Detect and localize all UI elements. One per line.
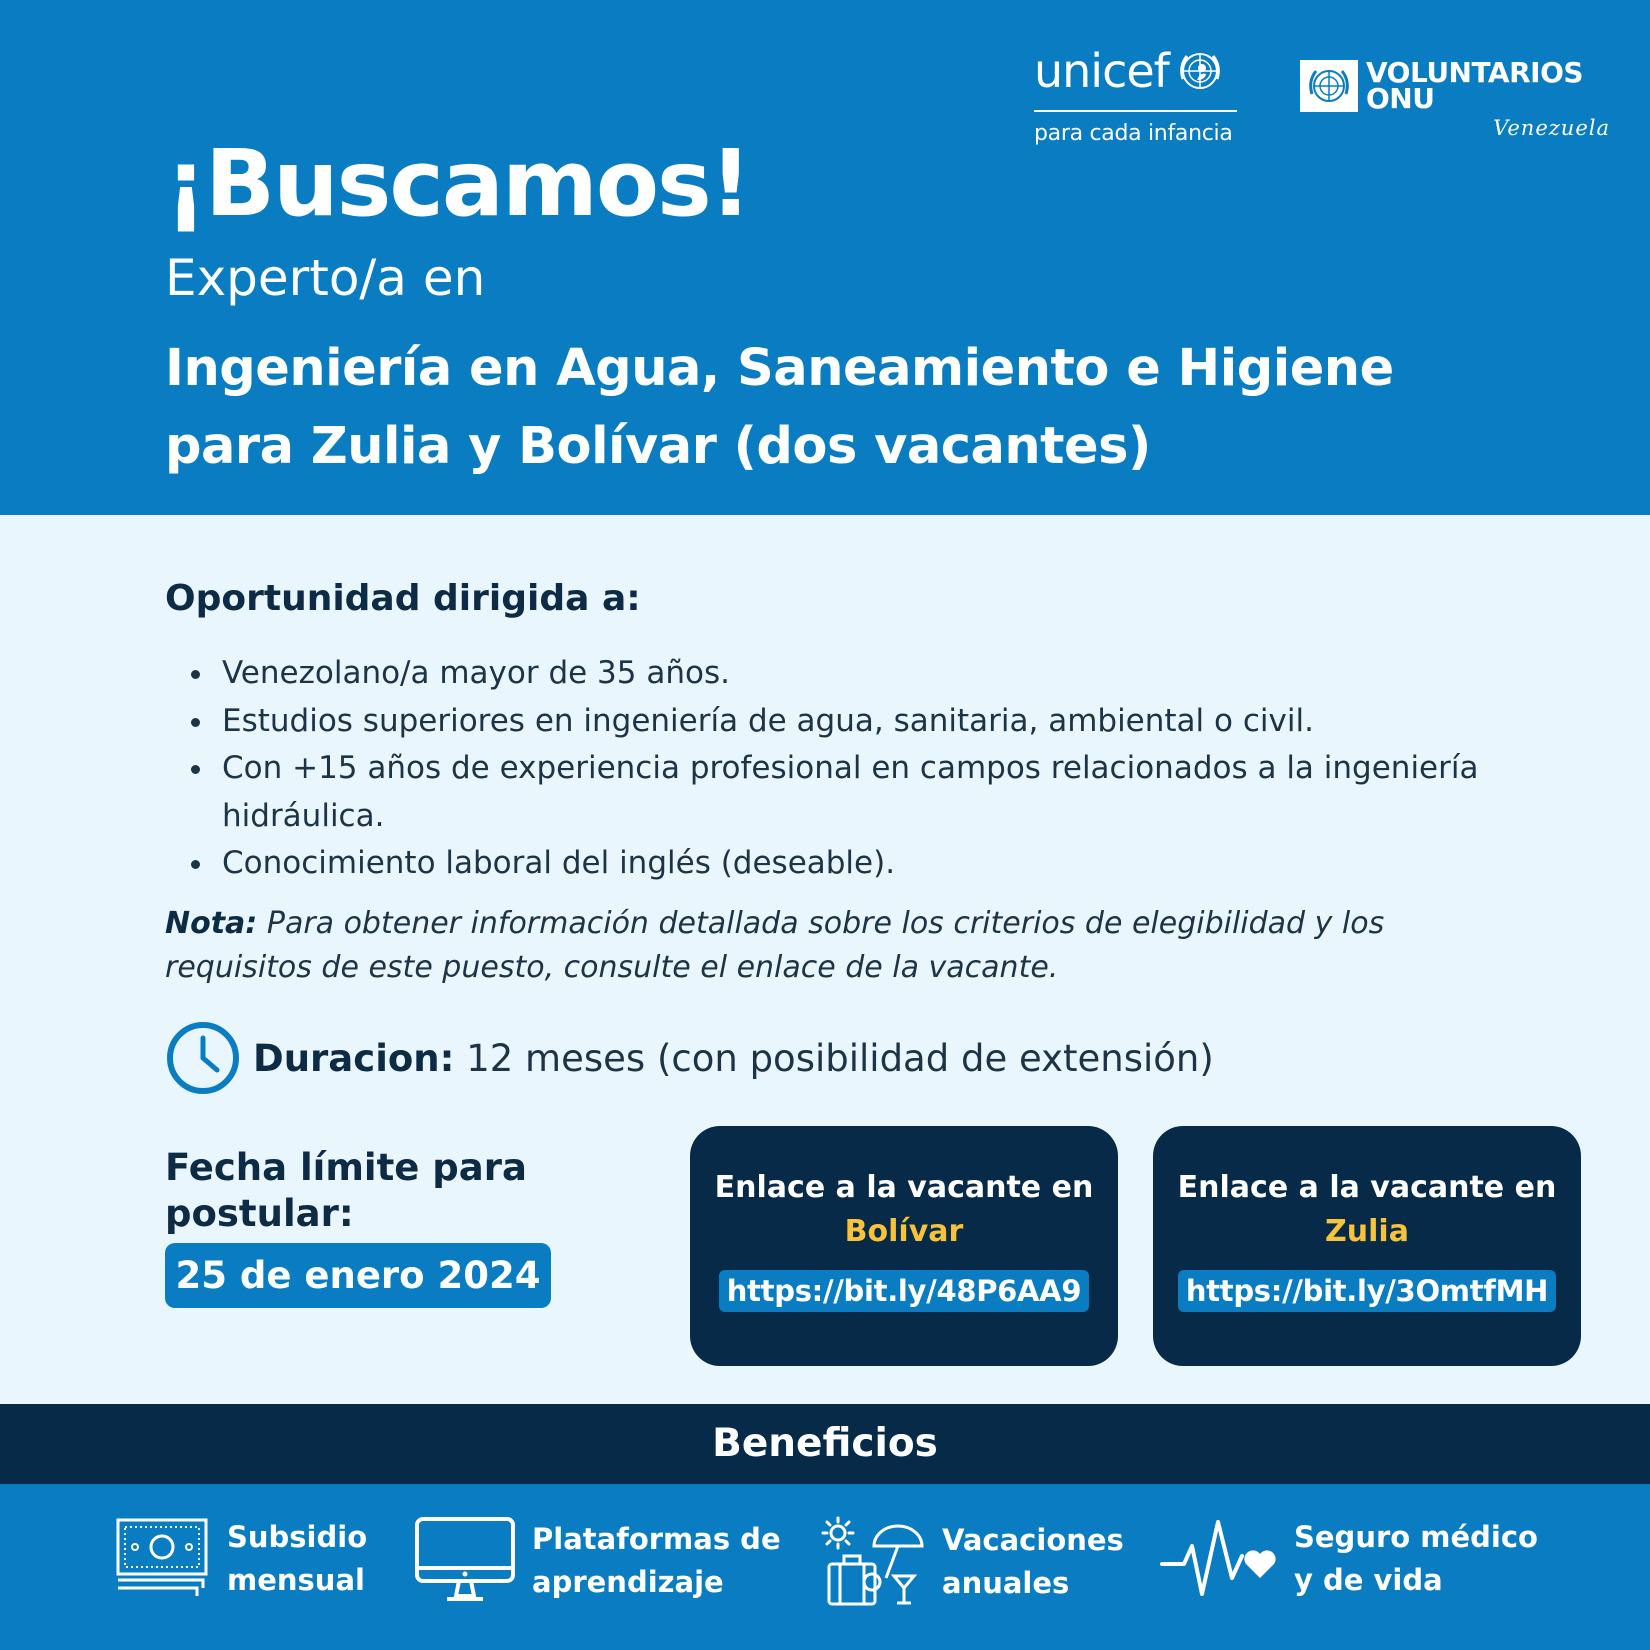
note-label: Nota: — [165, 906, 258, 941]
unicef-tagline: para cada infancia — [1034, 121, 1233, 146]
duration-row — [165, 1020, 1214, 1096]
vacancy-card-zulia — [1153, 1126, 1581, 1366]
benefit-learning — [414, 1516, 781, 1606]
benefit-label: Plataformas de aprendizaje — [532, 1522, 781, 1599]
vnu-line1: VOLUNTARIOS — [1366, 56, 1584, 89]
role-title-line2: para Zulia y Bolívar (dos vacantes) — [165, 417, 1151, 476]
list-item: Estudios superiores en ingeniería de agua, sanitaria, ambiental o civil. — [165, 698, 1505, 746]
clock-icon — [165, 1020, 241, 1096]
deadline-label: Fecha límite para postular: — [165, 1146, 527, 1235]
note-text: Para obtener información detallada sobre los criterios de elegibilidad y los requisitos de este puesto, consulte el enlace de la vacante. — [165, 906, 1385, 985]
role-title — [165, 330, 1465, 486]
heartbeat-icon — [1160, 1516, 1278, 1602]
duration-label: Duracion: — [253, 1036, 455, 1080]
benefit-label: Seguro médico y de vida — [1294, 1520, 1538, 1597]
vnu-wordmark — [1366, 56, 1584, 115]
vacancy-card-title: Enlace a la vacante en — [1177, 1170, 1557, 1205]
vnu-country: Venezuela — [1493, 116, 1610, 140]
vacancy-card-place: Zulia — [1325, 1214, 1409, 1249]
duration-value: 12 meses (con posibilidad de extensión) — [454, 1036, 1214, 1080]
duration-text — [253, 1037, 1214, 1080]
voluntarios-onu-logo[interactable] — [1300, 56, 1610, 140]
vacancy-card-place: Bolívar — [844, 1214, 964, 1249]
benefit-label: Vacaciones anuales — [942, 1523, 1124, 1600]
header-banner — [0, 0, 1650, 515]
vacancy-link-zulia[interactable]: https://bit.ly/3OmtfMH — [1178, 1270, 1556, 1312]
unicef-divider — [1034, 110, 1237, 112]
unicef-logo[interactable] — [1034, 46, 1239, 146]
benefits-heading: Beneficios — [0, 1404, 1650, 1484]
role-title-line1: Ingeniería en Agua, Saneamiento e Higiene — [165, 339, 1394, 398]
deadline-date-badge: 25 de enero 2024 — [165, 1243, 551, 1308]
list-item: Con +15 años de experiencia profesional en campos relacionados a la ingeniería hidráulica. — [165, 745, 1505, 840]
vacancy-card-title: Enlace a la vacante en — [714, 1170, 1094, 1205]
list-item: Venezolano/a mayor de 35 años. — [165, 650, 1505, 698]
un-emblem-icon — [1300, 60, 1358, 112]
page-subtitle: Experto/a en — [165, 249, 486, 307]
unicef-emblem-icon — [1175, 46, 1225, 96]
monitor-icon — [414, 1516, 516, 1606]
list-item: Conocimiento laboral del inglés (deseable). — [165, 840, 1505, 888]
page-headline: ¡Buscamos! — [165, 130, 750, 237]
vacancy-link-bolivar[interactable]: https://bit.ly/48P6AA9 — [719, 1270, 1089, 1312]
vnu-line2: ONU — [1366, 82, 1435, 115]
benefit-label: Subsidio mensual — [227, 1520, 368, 1597]
target-heading: Oportunidad dirigida a: — [165, 578, 641, 619]
benefit-vacation — [820, 1516, 1124, 1608]
note-paragraph — [165, 902, 1535, 990]
unicef-wordmark: unicef — [1034, 44, 1169, 98]
benefit-insurance — [1160, 1516, 1538, 1602]
benefit-subsidy — [115, 1516, 367, 1602]
requirements-list — [165, 650, 1505, 888]
money-icon — [115, 1516, 211, 1602]
vacation-icon — [820, 1516, 926, 1608]
vacancy-card-bolivar — [690, 1126, 1118, 1366]
